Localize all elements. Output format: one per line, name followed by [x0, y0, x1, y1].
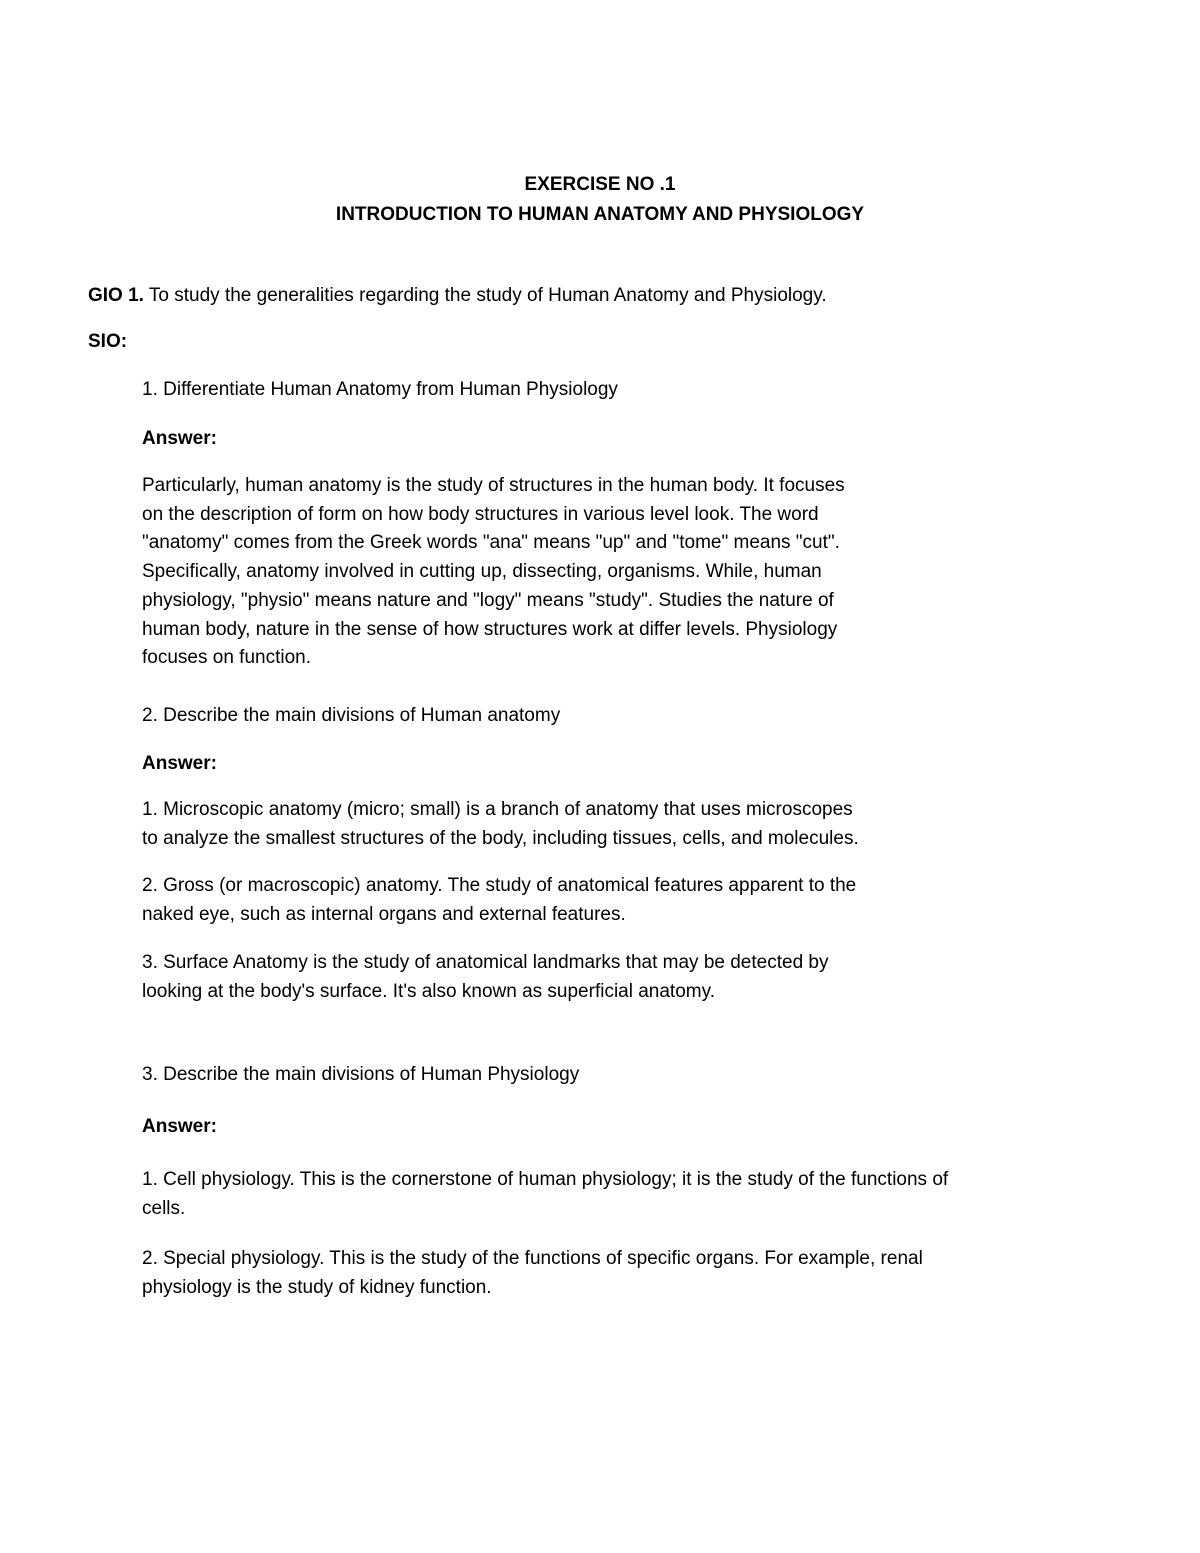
gio-line	[88, 282, 827, 310]
answer-label-1: Answer:	[142, 428, 217, 449]
question-3: 3. Describe the main divisions of Human Physiology	[142, 1064, 580, 1085]
answer-label-2: Answer:	[142, 753, 217, 774]
answer-2-item-2: 2. Gross (or macroscopic) anatomy. The study of anatomical features apparent to the naked eye, such as internal organs and external features.	[142, 875, 857, 925]
answer-2-item-1: 1. Microscopic anatomy (micro; small) is a branch of anatomy that uses microscopes to analyze the smallest structures of the body, including tissues, cells, and molecules.	[142, 799, 859, 849]
question-1: 1. Differentiate Human Anatomy from Human Physiology	[142, 379, 618, 400]
answer-3-item-2: 2. Special physiology. This is the study of the functions of specific organs. For example, renal physiology is the study of kidney function.	[142, 1248, 923, 1298]
gio-label: GIO 1.	[88, 285, 144, 306]
answer-1-paragraph: Particularly, human anatomy is the study of structures in the human body. It focuses on the description of form on how body structures in various level look. The word "anatomy" comes from the Greek words "ana" means "up" and "tome" means "cut". Specifically, anatomy involved in cutting up, dissecting, organisms. While, human physiology, "physio" means nature and "logy" means "study". Studies the nature of human body, nature in the sense of how structures work at differ levels. Physiology focuses on function.	[142, 475, 845, 669]
question-2: 2. Describe the main divisions of Human anatomy	[142, 705, 561, 726]
gio-text: To study the generalities regarding the study of Human Anatomy and Physiology.	[143, 285, 827, 306]
answer-label-3: Answer:	[142, 1116, 217, 1137]
answer-2-item-3: 3. Surface Anatomy is the study of anatomical landmarks that may be detected by looking at the body's surface. It's also known as superficial anatomy.	[142, 952, 829, 1002]
document-title: INTRODUCTION TO HUMAN ANATOMY AND PHYSIOLOGY	[335, 204, 865, 225]
sio-label: SIO:	[88, 331, 128, 352]
answer-3-item-1: 1. Cell physiology. This is the cornerstone of human physiology; it is the study of the functions of cells.	[142, 1169, 949, 1219]
exercise-number: EXERCISE NO .1	[524, 174, 676, 195]
